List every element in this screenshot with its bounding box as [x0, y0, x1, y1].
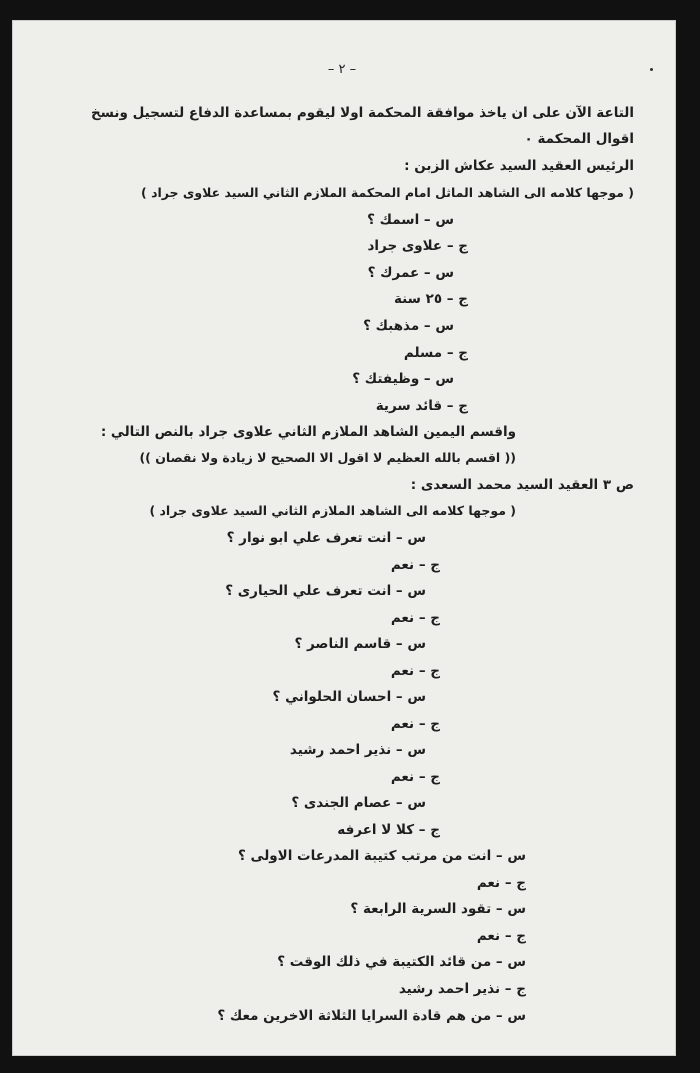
question-line: س – عمرك ؟ — [367, 265, 454, 281]
question-line: س – انت تعرف علي الحيارى ؟ — [225, 583, 426, 599]
answer-line: ج – نعم — [390, 663, 440, 679]
answer-line: ج – قائد سرية — [375, 398, 468, 414]
question-line: س – اسمك ؟ — [367, 212, 454, 228]
answer-line: ج – نعم — [390, 769, 440, 785]
text-line: (( اقسم بالله العظيم لا اقول الا الصحيح لا زيادة ولا نقصان )) — [139, 450, 516, 465]
text-line: التاعة الآن على ان ياخذ موافقة المحكمة اولا ليقوم بمساعدة الدفاع لتسجيل ونسخ — [90, 105, 634, 121]
question-line: س – احسان الحلواني ؟ — [272, 689, 426, 705]
text-line: ( موجها كلامه الى الشاهد الماثل امام المحكمة الملازم الثاني السيد علاوى جراد ) — [141, 185, 634, 200]
text-line: ( موجها كلامه الى الشاهد الملازم الثاني السيد علاوى جراد ) — [149, 503, 516, 518]
speaker-line: ص ٣ العقيد السيد محمد السعدى : — [410, 477, 634, 493]
question-line: س – قاسم الناصر ؟ — [294, 636, 426, 652]
document-page — [12, 20, 676, 1056]
answer-line: ج – نعم — [390, 610, 440, 626]
question-line: س – نذير احمد رشيد — [289, 742, 426, 758]
question-line: س – تقود السرية الرابعة ؟ — [350, 901, 526, 917]
page-mark — [650, 68, 653, 71]
question-line: س – وظيفتك ؟ — [352, 371, 454, 387]
question-line: س – من هم قادة السرايا الثلاثة الاخرين معك ؟ — [217, 1008, 526, 1024]
answer-line: ج – علاوى جراد — [367, 238, 468, 254]
speaker-line: الرئيس العقيد السيد عكاش الزبن : — [404, 158, 634, 174]
text-line: اقوال المحكمة ٠ — [524, 131, 634, 147]
question-line: س – انت من مرتب كتيبة المدرعات الاولى ؟ — [238, 848, 526, 864]
answer-line: ج – نعم — [390, 557, 440, 573]
answer-line: ج – كلا لا اعرفه — [337, 822, 440, 838]
text-line: واقسم اليمين الشاهد الملازم الثاني علاوى جراد بالنص التالي : — [100, 424, 516, 440]
question-line: س – مذهبك ؟ — [363, 318, 454, 334]
answer-line: ج – نعم — [476, 928, 526, 944]
answer-line: ج – نعم — [476, 875, 526, 891]
page-number: – ٢ – — [327, 62, 357, 77]
answer-line: ج – نعم — [390, 716, 440, 732]
question-line: س – من قائد الكتيبة في ذلك الوقت ؟ — [277, 954, 526, 970]
answer-line: ج – مسلم — [403, 345, 468, 361]
answer-line: ج – ٢٥ سنة — [393, 291, 468, 307]
question-line: س – انت تعرف علي ابو نوار ؟ — [226, 530, 426, 546]
answer-line: ج – نذير احمد رشيد — [398, 981, 526, 997]
question-line: س – عصام الجندى ؟ — [291, 795, 426, 811]
